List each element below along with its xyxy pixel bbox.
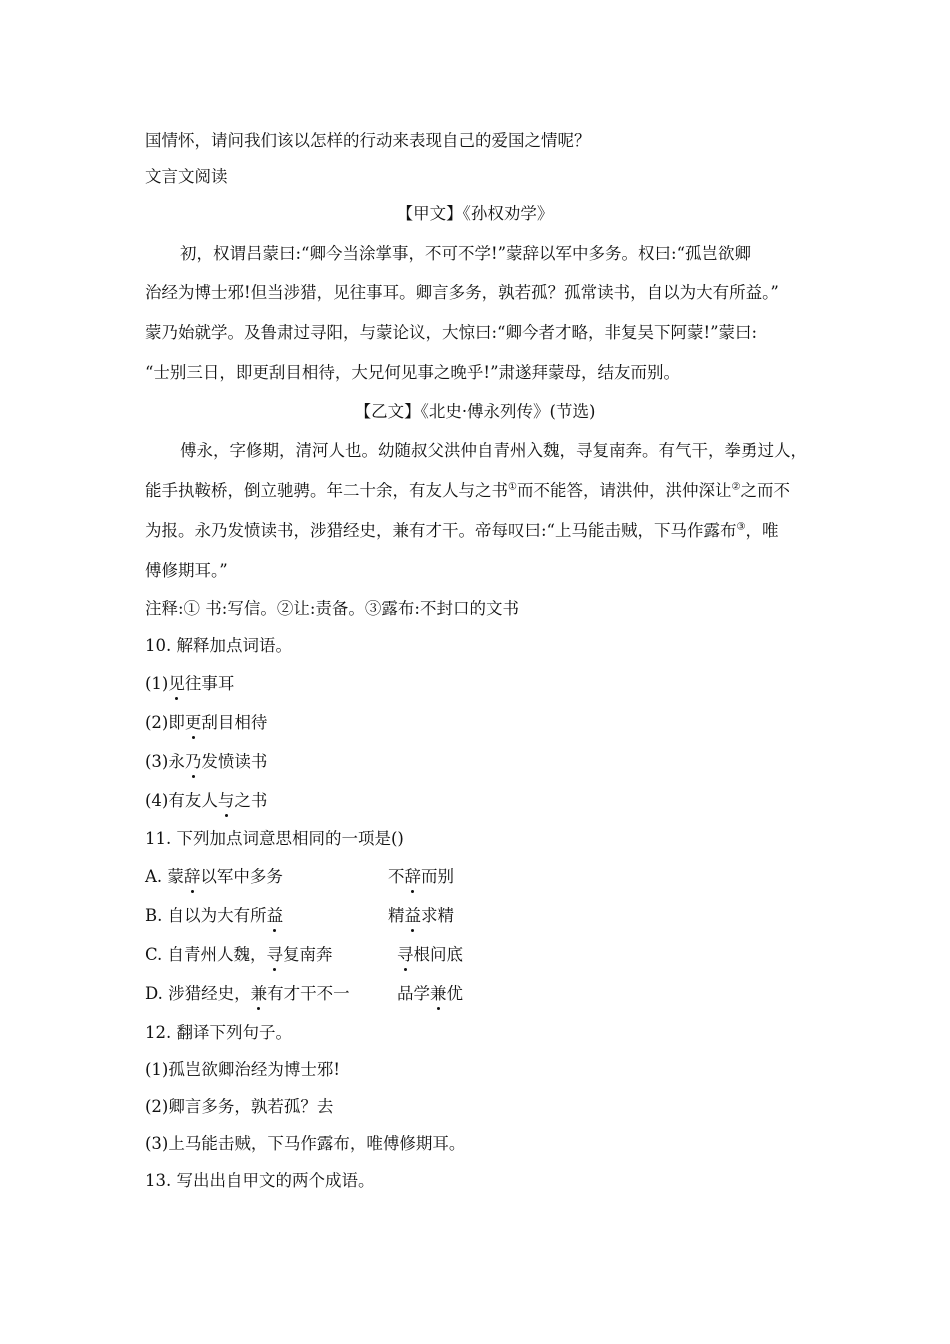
q11-b-compare-dotted-word: 益 [404, 906, 421, 925]
q13-stem: 13. 写出出自甲文的两个成语。 [145, 1171, 375, 1190]
yi-line-3-a: 为报。永乃发愤读书，涉猎经史，兼有才干。帝每叹曰:“上马能击贼，下马作露布 [145, 521, 737, 540]
q10-item-1 [145, 673, 234, 695]
q11-d-post: 有才干不一 [267, 984, 350, 1003]
q10-item-2-post: 刮目相待 [201, 713, 268, 732]
q10-item-4 [145, 790, 267, 812]
q10-stem: 10. 解释加点词语。 [145, 636, 292, 655]
q10-item-4-dotted-word: 与 [217, 791, 235, 810]
q12-item-1: (1)孤岂欲卿治经为博士邪! [145, 1060, 341, 1079]
jia-line-2: 治经为博士邪!但当涉猎，见往事耳。卿言多务，孰若孤？孤常读书，自以为大有所益。” [145, 283, 779, 302]
jia-title: 【甲文】《孙权劝学》 [396, 204, 554, 223]
yi-line-2-b: 而不能答，请洪仲，洪仲深让 [516, 481, 732, 500]
yi-line-1: 傅永，字修期，清河人也。幼随叔父洪仲自青州入魏，寻复南奔。有气干，拳勇过人， [180, 441, 807, 460]
q11-d-compare [397, 983, 463, 1005]
q11-b-compare-pre: 精 [388, 906, 405, 925]
q11-d-compare-dotted-word: 兼 [430, 984, 447, 1003]
yi-line-4: 傅修期耳。” [145, 561, 228, 580]
q11-c-compare-post: 根问底 [413, 945, 463, 964]
jia-line-3: 蒙乃始就学。及鲁肃过寻阳，与蒙论议，大惊曰:“卿今者才略，非复吴下阿蒙!”蒙曰: [145, 323, 758, 342]
q11-d-pre: D. 涉猎经史， [145, 984, 251, 1003]
q11-c-compare-dotted-word: 寻 [397, 945, 414, 964]
yi-line-2-c: 之而不 [740, 481, 790, 500]
q10-item-4-post: 之书 [234, 791, 268, 810]
q10-item-1-pre: (1) [145, 674, 169, 693]
q10-item-1-post: 往事耳 [184, 674, 235, 693]
yi-title: 【乙文】《北史·傅永列传》(节选) [354, 402, 596, 421]
q11-a-dotted-word: 辞 [183, 867, 201, 886]
q11-a-pre: A. 蒙 [145, 867, 184, 886]
q10-item-4-pre: (4)有友人 [145, 791, 218, 810]
q11-a-compare [388, 866, 454, 888]
q10-item-3-dotted-word: 乃 [184, 752, 202, 771]
q11-d-compare-pre: 品学 [397, 984, 430, 1003]
q10-item-2-dotted-word: 更 [184, 713, 202, 732]
yi-line-3-b: ，唯 [745, 521, 779, 540]
q11-a-compare-post: 而别 [421, 867, 454, 886]
q12-item-2: (2)卿言多务，孰若孤？去 [145, 1097, 334, 1116]
q11-option-a [145, 866, 454, 888]
footnote-mark-2: ② [731, 481, 741, 493]
q11-b-dotted-word: 益 [266, 906, 284, 925]
jia-line-4: “士别三日，即更刮目相待，大兄何见事之晚乎!”肃遂拜蒙母，结友而别。 [145, 363, 681, 382]
jia-line-1: 初，权谓吕蒙曰:“卿今当涂掌事，不可不学!”蒙辞以军中多务。权曰:“孤岂欲卿 [180, 244, 752, 263]
q10-item-2-pre: (2)即 [145, 713, 185, 732]
section-title: 文言文阅读 [145, 167, 228, 186]
q11-option-d [145, 983, 463, 1005]
q11-c-pre: C. 自青州人魏， [145, 945, 267, 964]
q11-b-compare [388, 905, 454, 927]
q11-c-dotted-word: 寻 [266, 945, 284, 964]
q11-b-compare-post: 求精 [421, 906, 454, 925]
q10-item-1-dotted-word: 见 [168, 674, 185, 693]
q10-item-3-pre: (3)永 [145, 752, 185, 771]
q11-d-dotted-word: 兼 [250, 984, 268, 1003]
q11-c-post: 复南奔 [283, 945, 333, 964]
q11-a-compare-dotted-word: 辞 [404, 867, 421, 886]
q10-item-3 [145, 751, 267, 773]
footnote-mark-3: ③ [736, 521, 746, 533]
q11-option-c [145, 944, 463, 966]
q11-a-post: 以军中多务 [200, 867, 283, 886]
q10-item-2 [145, 712, 267, 734]
q12-item-3: (3)上马能击贼，下马作露布，唯傅修期耳。 [145, 1134, 466, 1153]
q10-item-3-post: 发愤读书 [201, 752, 268, 771]
intro-tail-text: 国情怀，请问我们该以怎样的行动来表现自己的爱国之情呢？ [145, 131, 591, 150]
yi-line-2 [145, 480, 790, 502]
q11-stem: 11. 下列加点词意思相同的一项是() [145, 829, 404, 848]
q11-option-b [145, 905, 454, 927]
q11-b-pre: B. 自以为大有所 [145, 906, 267, 925]
footnote-mark-1: ① [508, 481, 517, 493]
q12-stem: 12. 翻译下列句子。 [145, 1023, 292, 1042]
yi-line-2-a: 能手执鞍桥，倒立驰骋。年二十余，有友人与之书 [145, 481, 508, 500]
q11-c-compare [397, 944, 463, 966]
notes: 注释:① 书:写信。②让:责备。③露布:不封口的文书 [145, 599, 519, 618]
q11-d-compare-post: 优 [446, 984, 463, 1003]
q11-a-compare-pre: 不 [388, 867, 405, 886]
yi-line-3 [145, 520, 778, 542]
